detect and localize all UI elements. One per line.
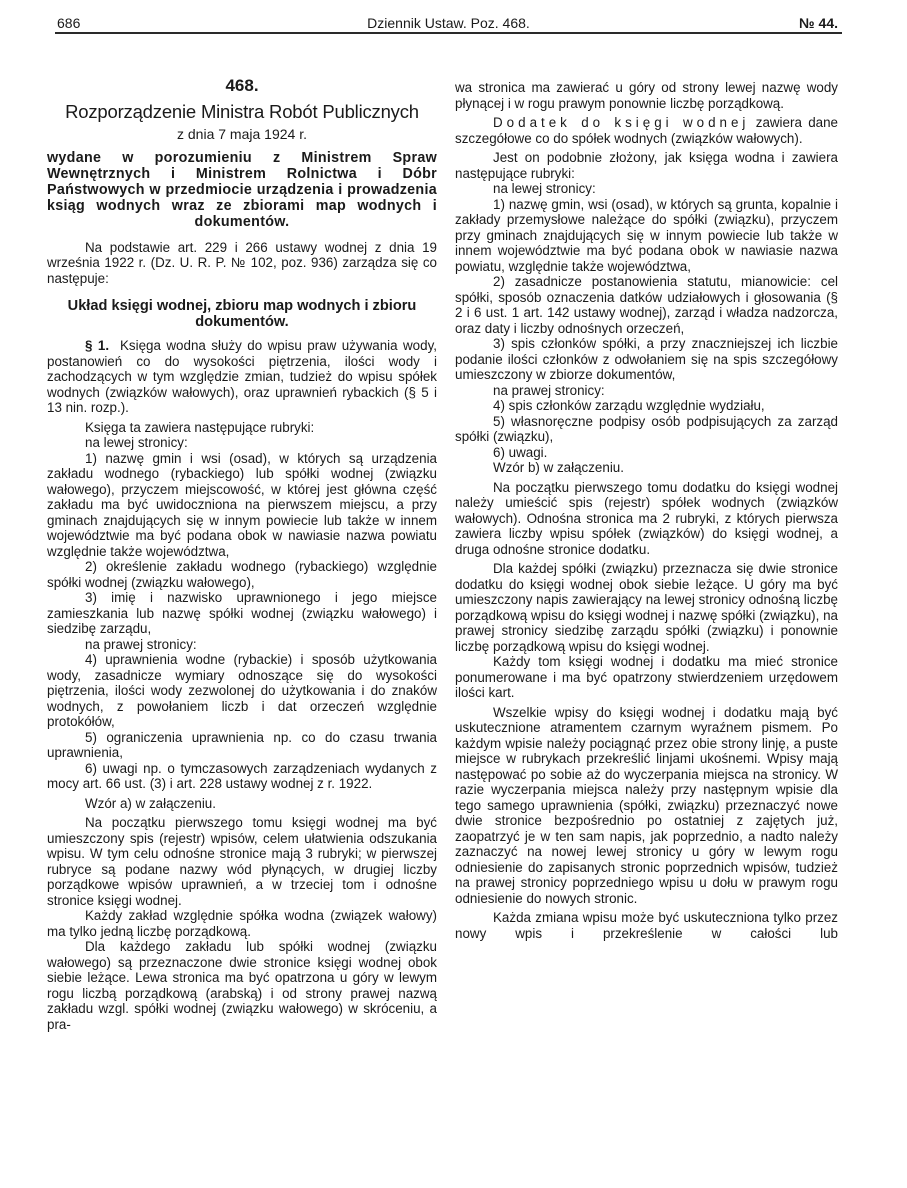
paragraph: Wzór b) w załączeniu.: [493, 460, 624, 475]
list-item: 3) imię i nazwisko uprawnionego i jego miejsce zamieszkania lub nazwę spółki wodnej (związku wałowego) i siedzibę zarządu,: [47, 590, 437, 636]
paragraph: Każdy zakład względnie spółka wodna (związek wałowy) ma tylko jedną liczbę porządkową.: [47, 908, 437, 939]
right-column: [455, 80, 838, 941]
list-item: 1) nazwę gmin, wsi (osad), w których są grunta, kopalnie i zakłady przemysłowe należące do spółki (związku), przyczem przy gminach znajdujących się w innym powiecie lub także w innem województwie ma być podana obok w nawiasie nazwa powiatu, względnie także województwa,: [455, 196, 838, 274]
list-item: 4) uprawnienia wodne (rybackie) i sposób użytkowania wody, zasadnicze wymiary odnoszące się do wysokości piętrzenia, ilości wody zezwolonej do użytkowania i do znaków wodnych, z powołaniem liczb i dat orzeczeń względnie protokółów,: [47, 652, 437, 729]
paragraph: Wzór a) w załączeniu.: [85, 795, 216, 811]
list-item: 5) własnoręczne podpisy osób podpisujących za zarząd spółki (związku),: [455, 413, 838, 444]
section-heading: Układ księgi wodnej, zbioru map wodnych i zbioru dokumentów.: [67, 298, 417, 330]
paragraph: Dla każdej spółki (związku) przeznacza się dwie stronice dodatku do księgi wodnej obok siebie leżące. U góry ma być umieszczony napis zawierający na lewej stronicy odnośną liczbę porządkową wpisu do księgi wodnej i nazwę spółki (związku), na prawej stronicy siedzibę zarządu spółki (związku) i ponownie liczbę porządkową wpisu do księgi wodnej.: [455, 561, 838, 654]
list-item: 3) spis członków spółki, a przy znaczniejszej ich liczbie podanie ilości członków z odwołaniem się na spis szczegółowy umieszczony w zbiorze dokumentów,: [455, 336, 838, 382]
paragraph: Jest on podobnie złożony, jak księga wodna i zawiera następujące rubryki:: [455, 150, 838, 181]
paragraph: Na początku pierwszego tomu księgi wodnej ma być umieszczony spis (rejestr) wpisów, celem ułatwienia odszukania wpisu. W tym celu odnośne stronice mają 3 rubryki; w pierwszej rubryce są podane nazwy wód płynących, w drugiej liczby porządkowe wpisów uprawnień, a w trzeciej tom i odnośne stronice księgi wodnej.: [47, 815, 437, 908]
list-item: 5) ograniczenia uprawnienia np. co do czasu trwania uprawnienia,: [47, 729, 437, 760]
list-item: 4) spis członków zarządu względnie wydziału,: [493, 398, 765, 413]
paragraph: na prawej stronicy:: [493, 382, 605, 398]
paragraph: na lewej stronicy:: [493, 181, 596, 196]
journal-reference: Dziennik Ustaw. Poz. 468.: [367, 15, 530, 31]
paragraph: Na początku pierwszego tomu dodatku do księgi wodnej należy umieścić spis (rejestr) spółek wodnych (związków wałowych). Odnośna stronica ma 2 rubryki, z których pierwsza zawiera liczby wpisu spółek (związków) do księgi wodnej, a druga odnośne stronice dodatku.: [455, 479, 838, 557]
document-date: z dnia 7 maja 1924 r.: [177, 126, 307, 142]
paragraph-text: Księga wodna służy do wpisu praw używania wody, postanowień co do wysokości piętrzenia, ilości wody i zachodzących w tym względzie zmian, tudzież do wpisu spółek wodnych (związków wałowych), oraz uprawnień rybackich (§ 5 i 13 nin. rozp.).: [47, 338, 437, 415]
list-item: 2) zasadnicze postanowienia statutu, mianowicie: cel spółki, sposób oznaczenia datków udziałowych i głosowania (§ 2 i 6 ust. 1 art. 142 ustawy wodnej), zarząd i władza nadzorcza, oraz daty i liczby odnośnych orzeczeń,: [455, 274, 838, 336]
paragraph: wa stronica ma zawierać u góry od strony lewej nazwę wody płynącej i w rogu prawym ponownie liczbę porządkową.: [455, 80, 838, 111]
paragraph: Każda zmiana wpisu może być uskuteczniona tylko przez nowy wpis i przekreślenie w całości lub: [455, 910, 838, 941]
left-column: [47, 78, 437, 1032]
paragraph: Wszelkie wpisy do księgi wodnej i dodatku mają być uskutecznione atramentem czarnym wyraźnem pismem. Po każdym wpisie należy pociągnąć przez obie strony linję, a puste miejsce w rubrykach przekreślić linjami ukośnemi. Wpisy mają następować po sobie aż do wyczerpania miejsca na stronicy. W razie wyczerpania miejsca należy przy następnym wpisie dla tego samego uprawnienia (spółki, związku) przeznaczyć nowe dwie stronice bezpośrednio po ostatniej z zajętych już, zaopatrzyć je w ten sam napis, jak poprzednio, a nadto należy zaznaczyć na nowej lewej stronicy u góry w lewym rogu odniesienie do zapisanych stronic poprzednich wpisów, tudzież na prawej stronicy poprzedniego wpisu u dołu w prawym rogu odniesienie do nowych stronic.: [455, 704, 838, 906]
issue-number: № 44.: [799, 15, 838, 31]
item-number: 468.: [225, 76, 259, 95]
preamble: Na podstawie art. 229 i 266 ustawy wodnej z dnia 19 września 1922 r. (Dz. U. R. P. № 102, poz. 936) zarządza się co następuje:: [47, 239, 437, 286]
emphasized-term: Dodatek do księgi wodnej: [493, 115, 750, 130]
list-item: 1) nazwę gmin i wsi (osad), w których są urządzenia zakładu wodnego (rybackiego) lub spółki wodnej (związku wałowego), przyczem miejscowość, w której jest główna część zakładu ma być uwidoczniona na pierwszem miejscu, a przy gminach znajdujących się w innym powiecie lub także w innem województwie ma być podana obok w nawiasie nazwa powiatu względnie także województwa,: [47, 450, 437, 559]
list-item: 2) określenie zakładu wodnego (rybackiego) względnie spółki wodnej (związku wałowego),: [47, 559, 437, 590]
paragraph-label: § 1.: [85, 338, 110, 353]
paragraph: na prawej stronicy:: [85, 636, 197, 652]
issued-statement: wydane w porozumieniu z Ministrem Spraw Wewnętrznych i Ministrem Rolnictwa i Dóbr Państwowych w przedmiocie urządzenia i prowadzenia ksiąg wodnych wraz ze zbiorami map wodnych i dokumentów.: [47, 149, 437, 230]
page-header: [55, 15, 842, 33]
paragraph: [455, 115, 838, 146]
page-number: 686: [57, 15, 81, 31]
paragraph-text: zawiera dane szczegółowe co do spółek wodnych (związków wałowych).: [455, 115, 838, 146]
list-item: 6) uwagi np. o tymczasowych zarządzeniach wydanych z mocy art. 66 ust. (3) i art. 228 ustawy wodnej z r. 1922.: [47, 760, 437, 791]
list-item: 6) uwagi.: [493, 444, 548, 460]
paragraph: Każdy tom księgi wodnej i dodatku ma mieć stronice ponumerowane i ma być opatrzony stwierdzeniem urzędowem ilości kart.: [455, 654, 838, 700]
header-rule: [55, 32, 842, 34]
paragraph: na lewej stronicy:: [85, 435, 188, 450]
document-title: Rozporządzenie Ministra Robót Publicznych: [65, 100, 419, 122]
paragraph-1: [47, 338, 437, 416]
paragraph: Księga ta zawiera następujące rubryki:: [85, 419, 315, 435]
paragraph: Dla każdego zakładu lub spółki wodnej (związku wałowego) są przeznaczone dwie stronice księgi wodnej obok siebie leżące. Lewa stronica ma być opatrzona u góry w lewym rogu liczbą porządkową (arabską) i od strony prawej nazwą zakładu wzgl. spółki wodnej (związku wałowego) w skróceniu, a pra-: [47, 939, 437, 1032]
